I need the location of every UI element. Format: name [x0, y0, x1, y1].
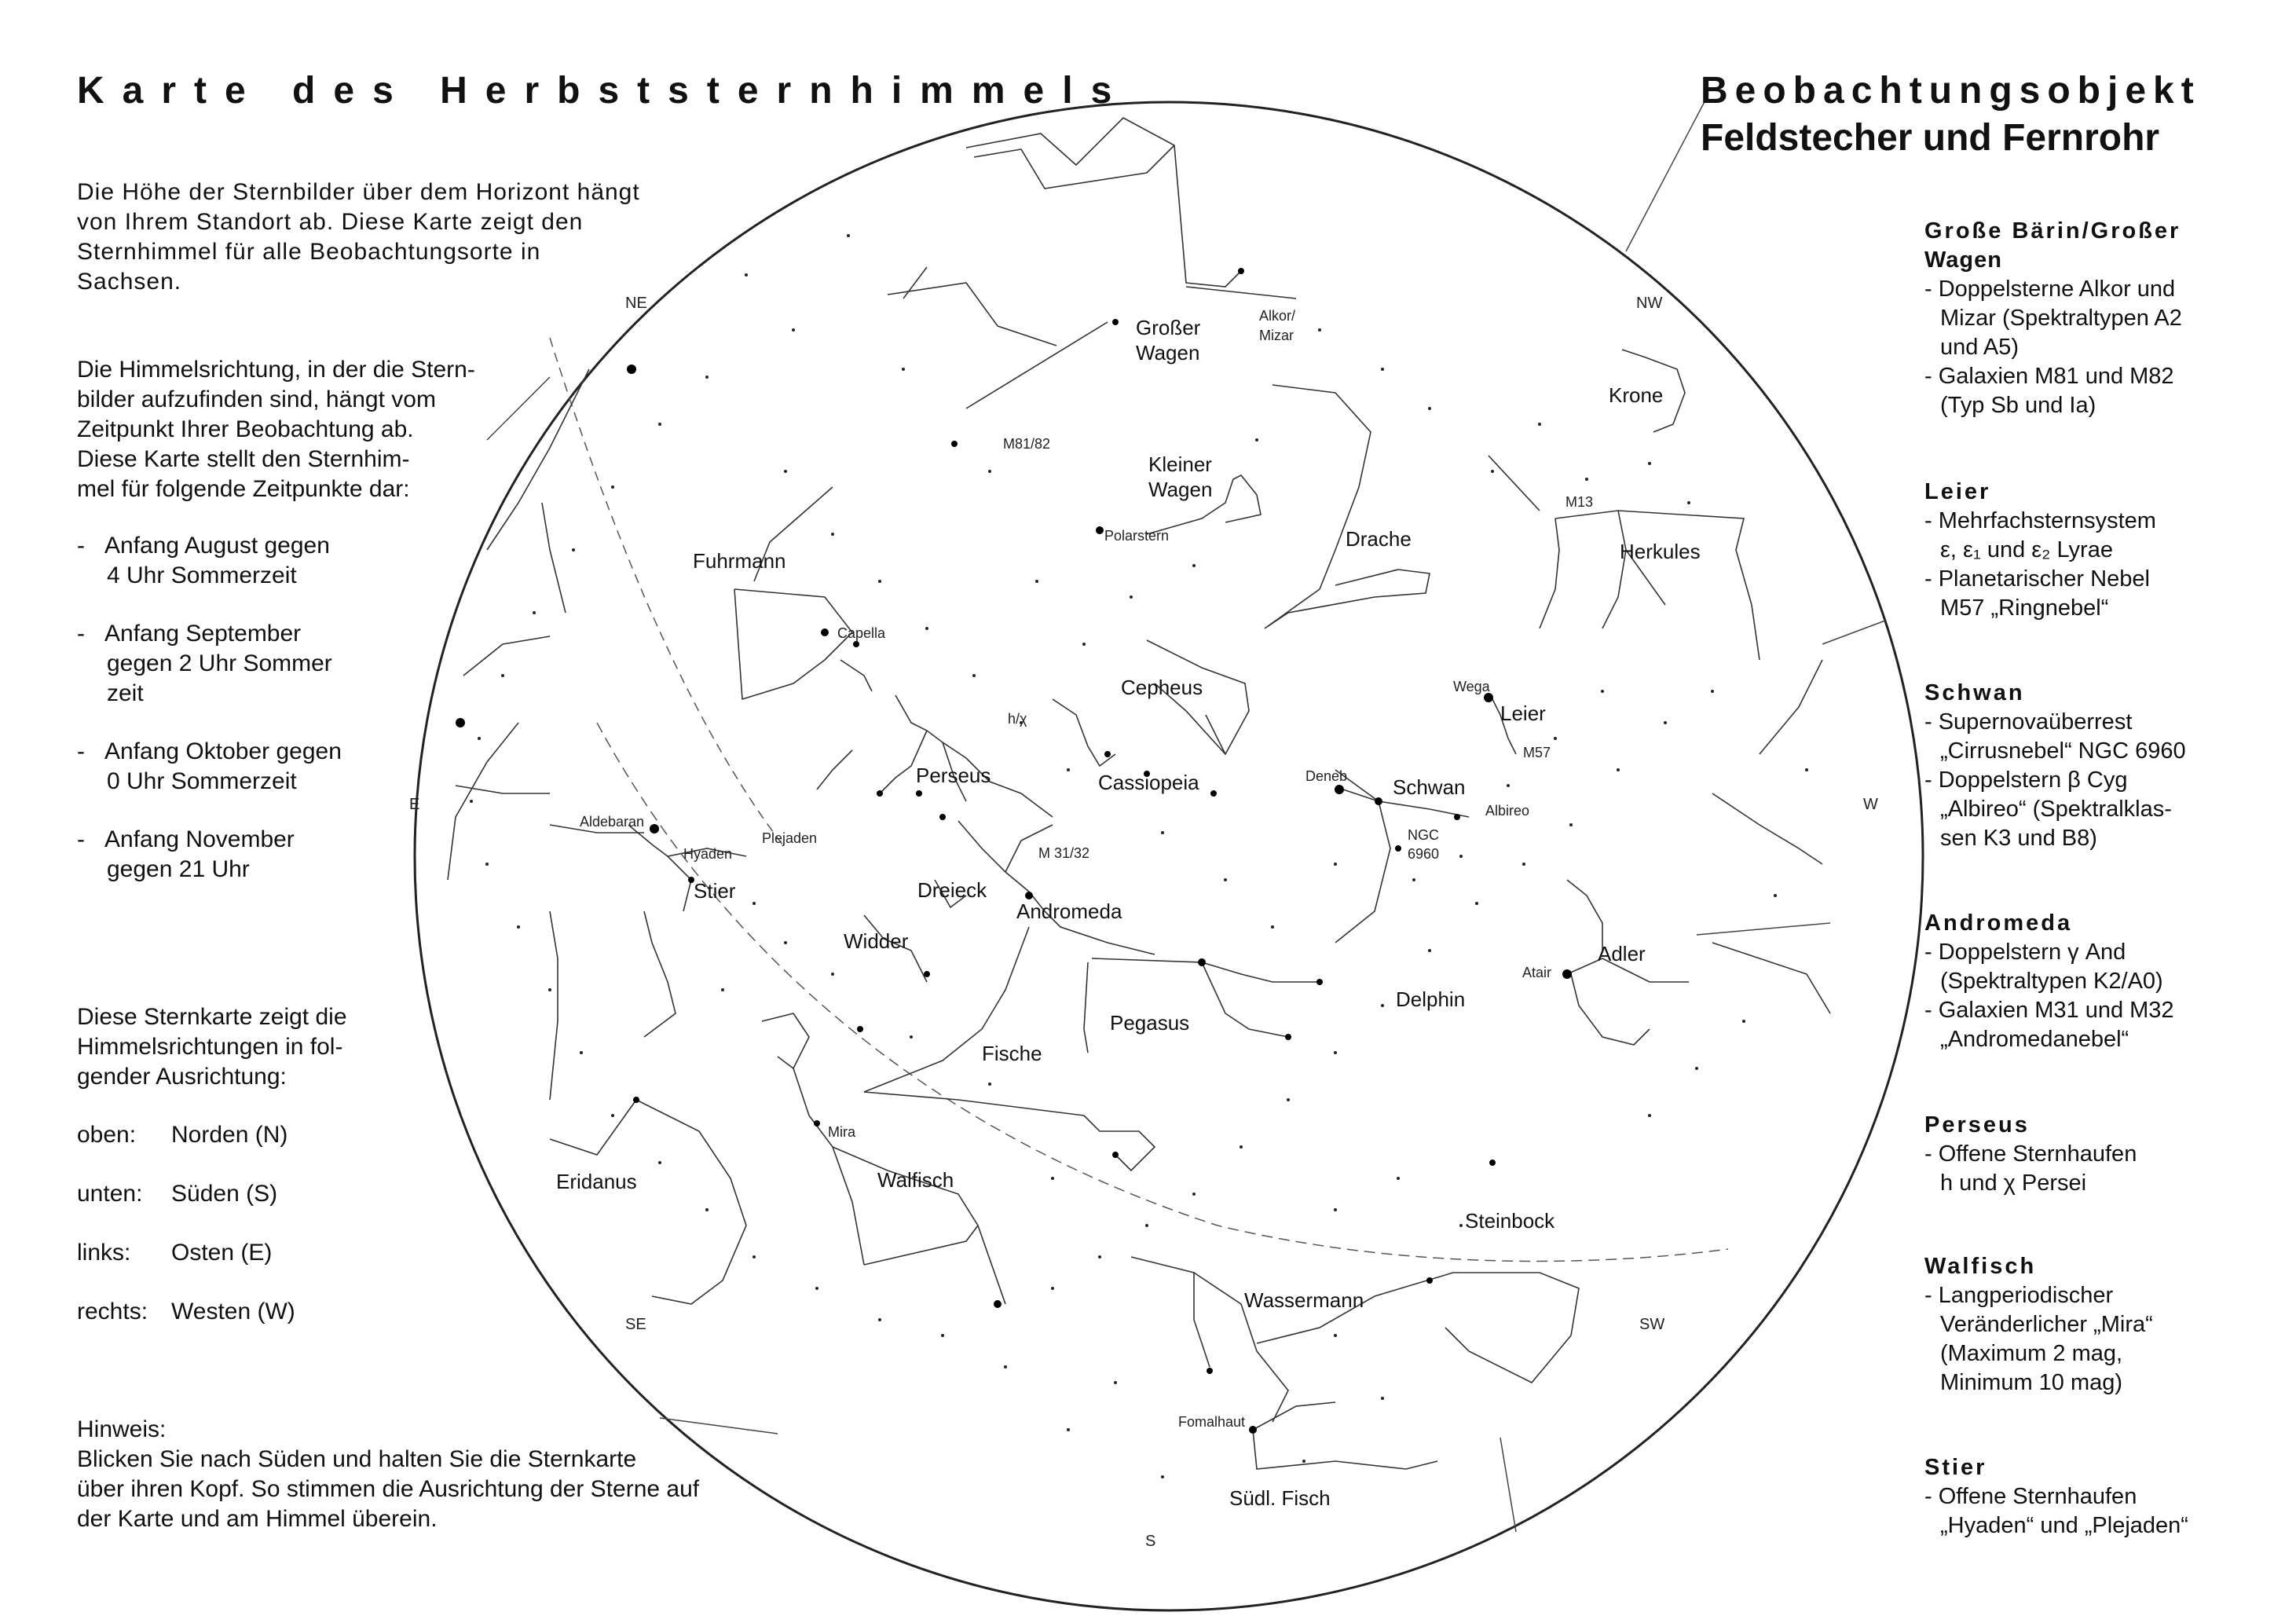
label-delphin: Delphin	[1396, 987, 1466, 1011]
hint-text: Hinweis: Blicken Sie nach Süden und halten Sie die Sternkarte über ihren Kopf. So stimmen die Ausrichtung der Sterne auf der Karte und am Himmel überein.	[77, 1416, 700, 1532]
label-ngc-1: NGC	[1408, 827, 1439, 843]
object-section-andromeda: Andromeda - Doppelstern γ And (Spektraltypen K2/A0) - Galaxien M31 und M32 „Andromedanebel“	[1924, 910, 2174, 1052]
label-fische: Fische	[982, 1042, 1042, 1065]
label-wassermann: Wassermann	[1244, 1288, 1364, 1312]
label-drache: Drache	[1346, 527, 1412, 551]
label-mira: Mira	[828, 1124, 855, 1140]
milky-way-edge	[550, 338, 785, 848]
label-capella: Capella	[837, 625, 886, 641]
direction-w: W	[1863, 796, 1878, 813]
label-m57: M57	[1523, 745, 1551, 760]
time-item: - Anfang September gegen 2 Uhr Sommer zeit	[77, 621, 332, 706]
guide-lines	[487, 94, 1885, 1532]
label-albireo: Albireo	[1485, 803, 1530, 819]
label-deneb: Deneb	[1305, 768, 1348, 784]
time-item: - Anfang August gegen 4 Uhr Sommerzeit	[77, 533, 330, 588]
page-title: Karte des Herbststernhimmels	[77, 70, 1130, 112]
label-wega: Wega	[1453, 679, 1490, 694]
intro-text: Die Höhe der Sternbilder über dem Horizont hängt von Ihrem Standort ab. Diese Karte zeigt den Sternhimmel für alle Beobachtungsorte in Sachsen.	[77, 179, 640, 295]
label-dreieck: Dreieck	[917, 878, 987, 902]
label-stier: Stier	[694, 879, 736, 903]
orientation-row: unten: Süden (S)	[77, 1181, 278, 1207]
ecliptic-line	[597, 723, 1728, 1261]
label-cepheus: Cepheus	[1121, 676, 1203, 699]
time-item: - Anfang Oktober gegen 0 Uhr Sommerzeit	[77, 738, 342, 794]
orientation-row: rechts: Westen (W)	[77, 1299, 295, 1324]
label-alkor-mizar-1: Alkor/	[1259, 308, 1296, 324]
object-section-leier: Leier - Mehrfachsternsystem ε, ε₁ und ε₂ Lyrae - Planetarischer Nebel M57 „Ringnebel“	[1924, 479, 2156, 621]
label-leier: Leier	[1500, 702, 1546, 725]
label-h-chi: h/χ	[1008, 711, 1027, 727]
label-eridanus: Eridanus	[556, 1170, 637, 1193]
label-kleiner-wagen-1: Kleiner	[1148, 452, 1212, 476]
label-kleiner-wagen-2: Wagen	[1148, 478, 1213, 501]
label-alkor-mizar-2: Mizar	[1259, 328, 1294, 343]
label-herkules: Herkules	[1620, 540, 1701, 563]
time-item: - Anfang November gegen 21 Uhr	[77, 826, 295, 882]
direction-nw: NW	[1636, 295, 1663, 312]
direction-sw: SW	[1639, 1316, 1665, 1333]
orientation-intro-text: Diese Sternkarte zeigt die Himmelsrichtungen in fol- gender Ausrichtung:	[77, 1004, 347, 1090]
label-hyaden: Hyaden	[683, 846, 733, 862]
object-section-grosser-wagen: Große Bärin/Großer Wagen - Doppelsterne Alkor und Mizar (Spektraltypen A2 und A5) - Galaxien M81 und M82 (Typ Sb und Ia)	[1924, 218, 2182, 418]
label-widder: Widder	[844, 929, 909, 953]
direction-se: SE	[625, 1316, 646, 1333]
label-perseus: Perseus	[916, 764, 991, 787]
label-schwan: Schwan	[1393, 775, 1466, 799]
object-section-perseus: Perseus - Offene Sternhaufen h und χ Persei	[1924, 1112, 2137, 1196]
label-m81-82: M81/82	[1003, 436, 1051, 452]
label-suedl-fisch: Südl. Fisch	[1229, 1486, 1331, 1510]
label-m13: M13	[1565, 494, 1594, 510]
label-atair: Atair	[1522, 965, 1552, 980]
orientation-row: links: Osten (E)	[77, 1240, 273, 1266]
object-section-walfisch: Walfisch - Langperiodischer Veränderlicher „Mira“ (Maximum 2 mag, Minimum 10 mag)	[1924, 1254, 2153, 1395]
right-subtitle: Feldstecher und Fernrohr	[1701, 117, 2160, 159]
label-adler: Adler	[1598, 942, 1646, 965]
label-andromeda: Andromeda	[1016, 899, 1122, 923]
label-fuhrmann: Fuhrmann	[693, 549, 786, 573]
direction-ne: NE	[625, 295, 647, 312]
label-walfisch: Walfisch	[877, 1168, 954, 1192]
object-section-stier: Stier - Offene Sternhaufen „Hyaden“ und „Plejaden“	[1924, 1455, 2188, 1538]
label-grosser-wagen-1: Großer	[1136, 316, 1201, 339]
direction-intro-text: Die Himmelsrichtung, in der die Stern- bilder aufzufinden sind, hängt vom Zeitpunkt Ihrer Beobachtung ab. Diese Karte stellt den Sternhim- mel für folgende Zeitpunkte dar:	[77, 357, 475, 502]
label-ngc-2: 6960	[1408, 846, 1440, 862]
label-steinbock: Steinbock	[1465, 1209, 1555, 1233]
label-fomalhaut: Fomalhaut	[1178, 1414, 1246, 1430]
direction-e: E	[409, 796, 420, 813]
label-grosser-wagen-2: Wagen	[1136, 341, 1200, 365]
label-plejaden: Plejaden	[762, 830, 818, 846]
label-aldebaran: Aldebaran	[580, 814, 645, 830]
label-cassiopeia: Cassiopeia	[1098, 771, 1199, 794]
label-krone: Krone	[1609, 383, 1664, 407]
label-m31-32: M 31/32	[1038, 845, 1090, 861]
label-polarstern: Polarstern	[1104, 528, 1170, 544]
right-title: Beobachtungsobjekt	[1701, 70, 2201, 112]
orientation-row: oben: Norden (N)	[77, 1122, 288, 1148]
label-pegasus: Pegasus	[1110, 1011, 1190, 1035]
direction-s: S	[1145, 1533, 1156, 1550]
object-section-schwan: Schwan - Supernovaüberrest „Cirrusnebel“ NGC 6960 - Doppelstern β Cyg „Albireo“ (Spektralklas- sen K3 und B8)	[1924, 680, 2186, 851]
